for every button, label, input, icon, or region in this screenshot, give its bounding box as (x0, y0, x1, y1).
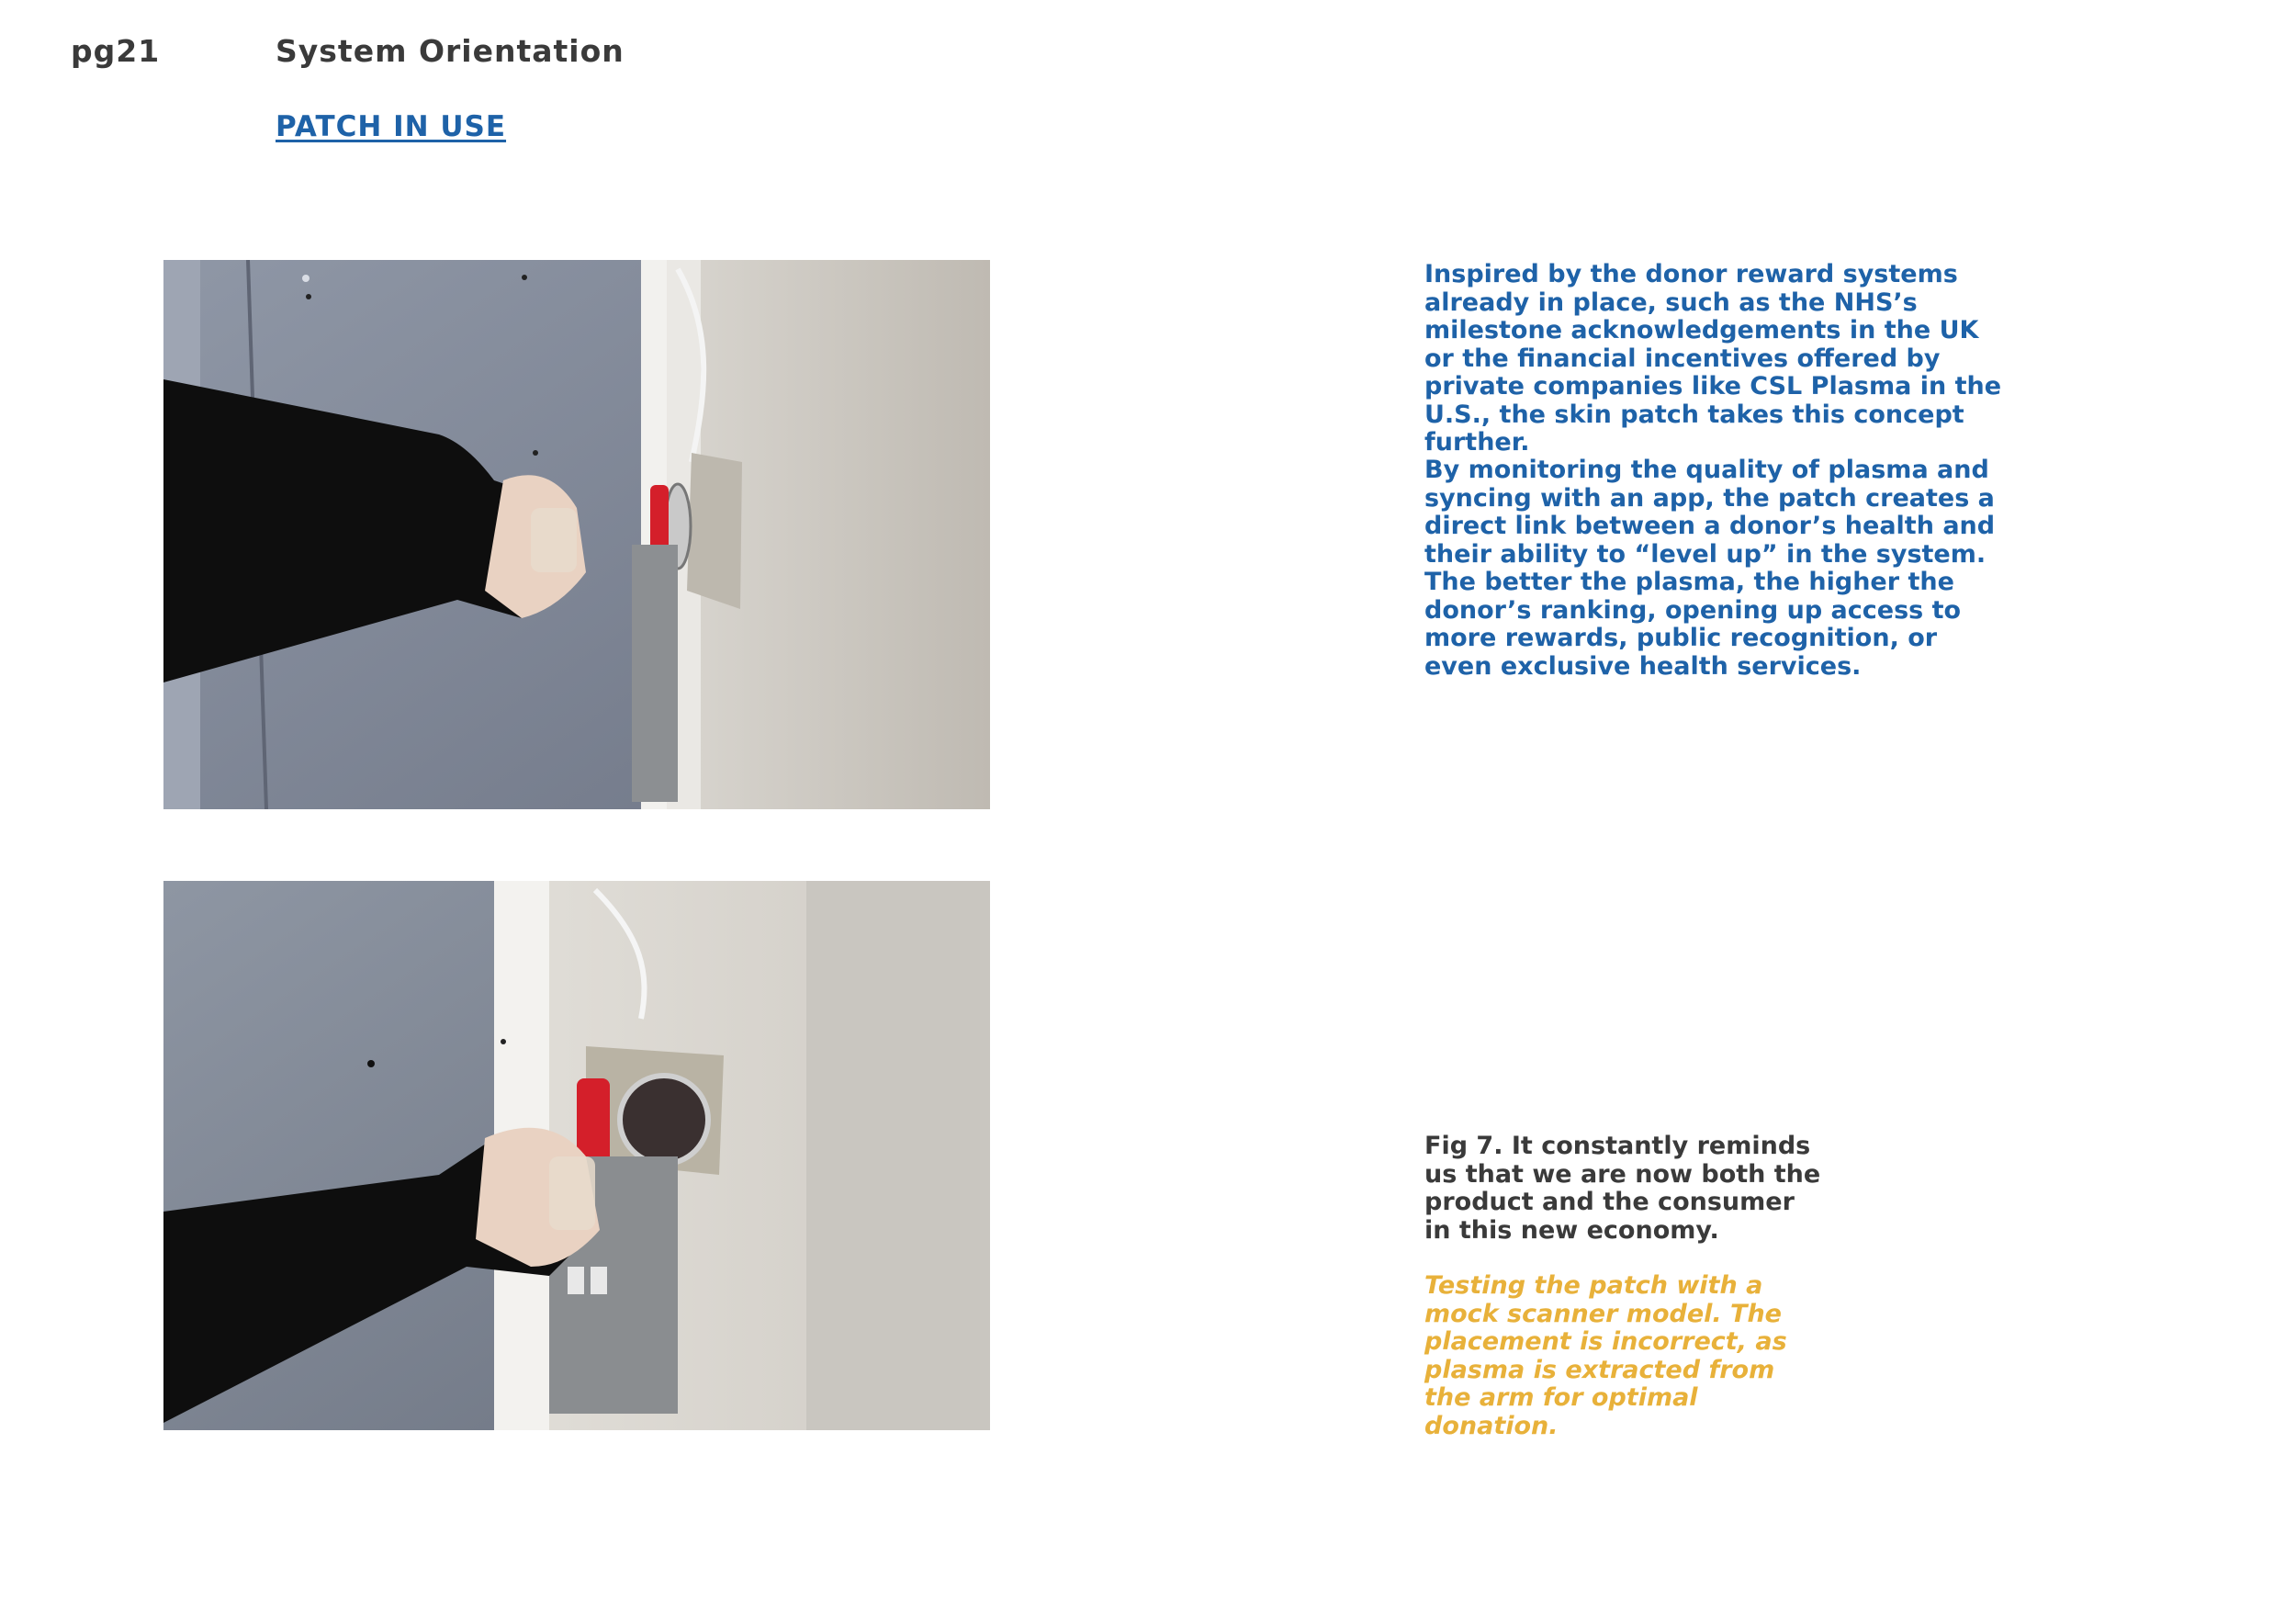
photo-arm-scanner-side (163, 260, 990, 809)
page-number: pg21 (71, 33, 161, 69)
photo-arm-scanner-front (163, 881, 990, 1430)
photo-arm-scanner-front-image (163, 881, 990, 1430)
patch-in-use-link[interactable]: PATCH IN USE (276, 110, 507, 143)
figure-note: Testing the patch with a mock scanner model. The placement is incorrect, as plasma is extracted from the arm for optimal donation. (1424, 1271, 1787, 1440)
body-paragraph-2: By monitoring the quality of plasma and syncing with an app, the patch creates a direct link between a donor’s health and their ability to “level up” in the system. The better the plasma, the higher the donor’s ranking, opening up access to more rewards, public recognition, or even exclusive health services. (1424, 456, 1996, 681)
body-paragraph-1: Inspired by the donor reward systems already in place, such as the NHS’s milestone acknowledgements in the UK or the financial incentives offered by private companies like CSL Plasma in the U.S., the skin patch takes this concept further. (1424, 260, 2002, 457)
section-title: System Orientation (276, 33, 625, 69)
figure-caption: Fig 7. It constantly reminds us that we are now both the product and the consumer in this new economy. (1424, 1132, 1821, 1245)
photo-arm-scanner-side-image (163, 260, 990, 809)
